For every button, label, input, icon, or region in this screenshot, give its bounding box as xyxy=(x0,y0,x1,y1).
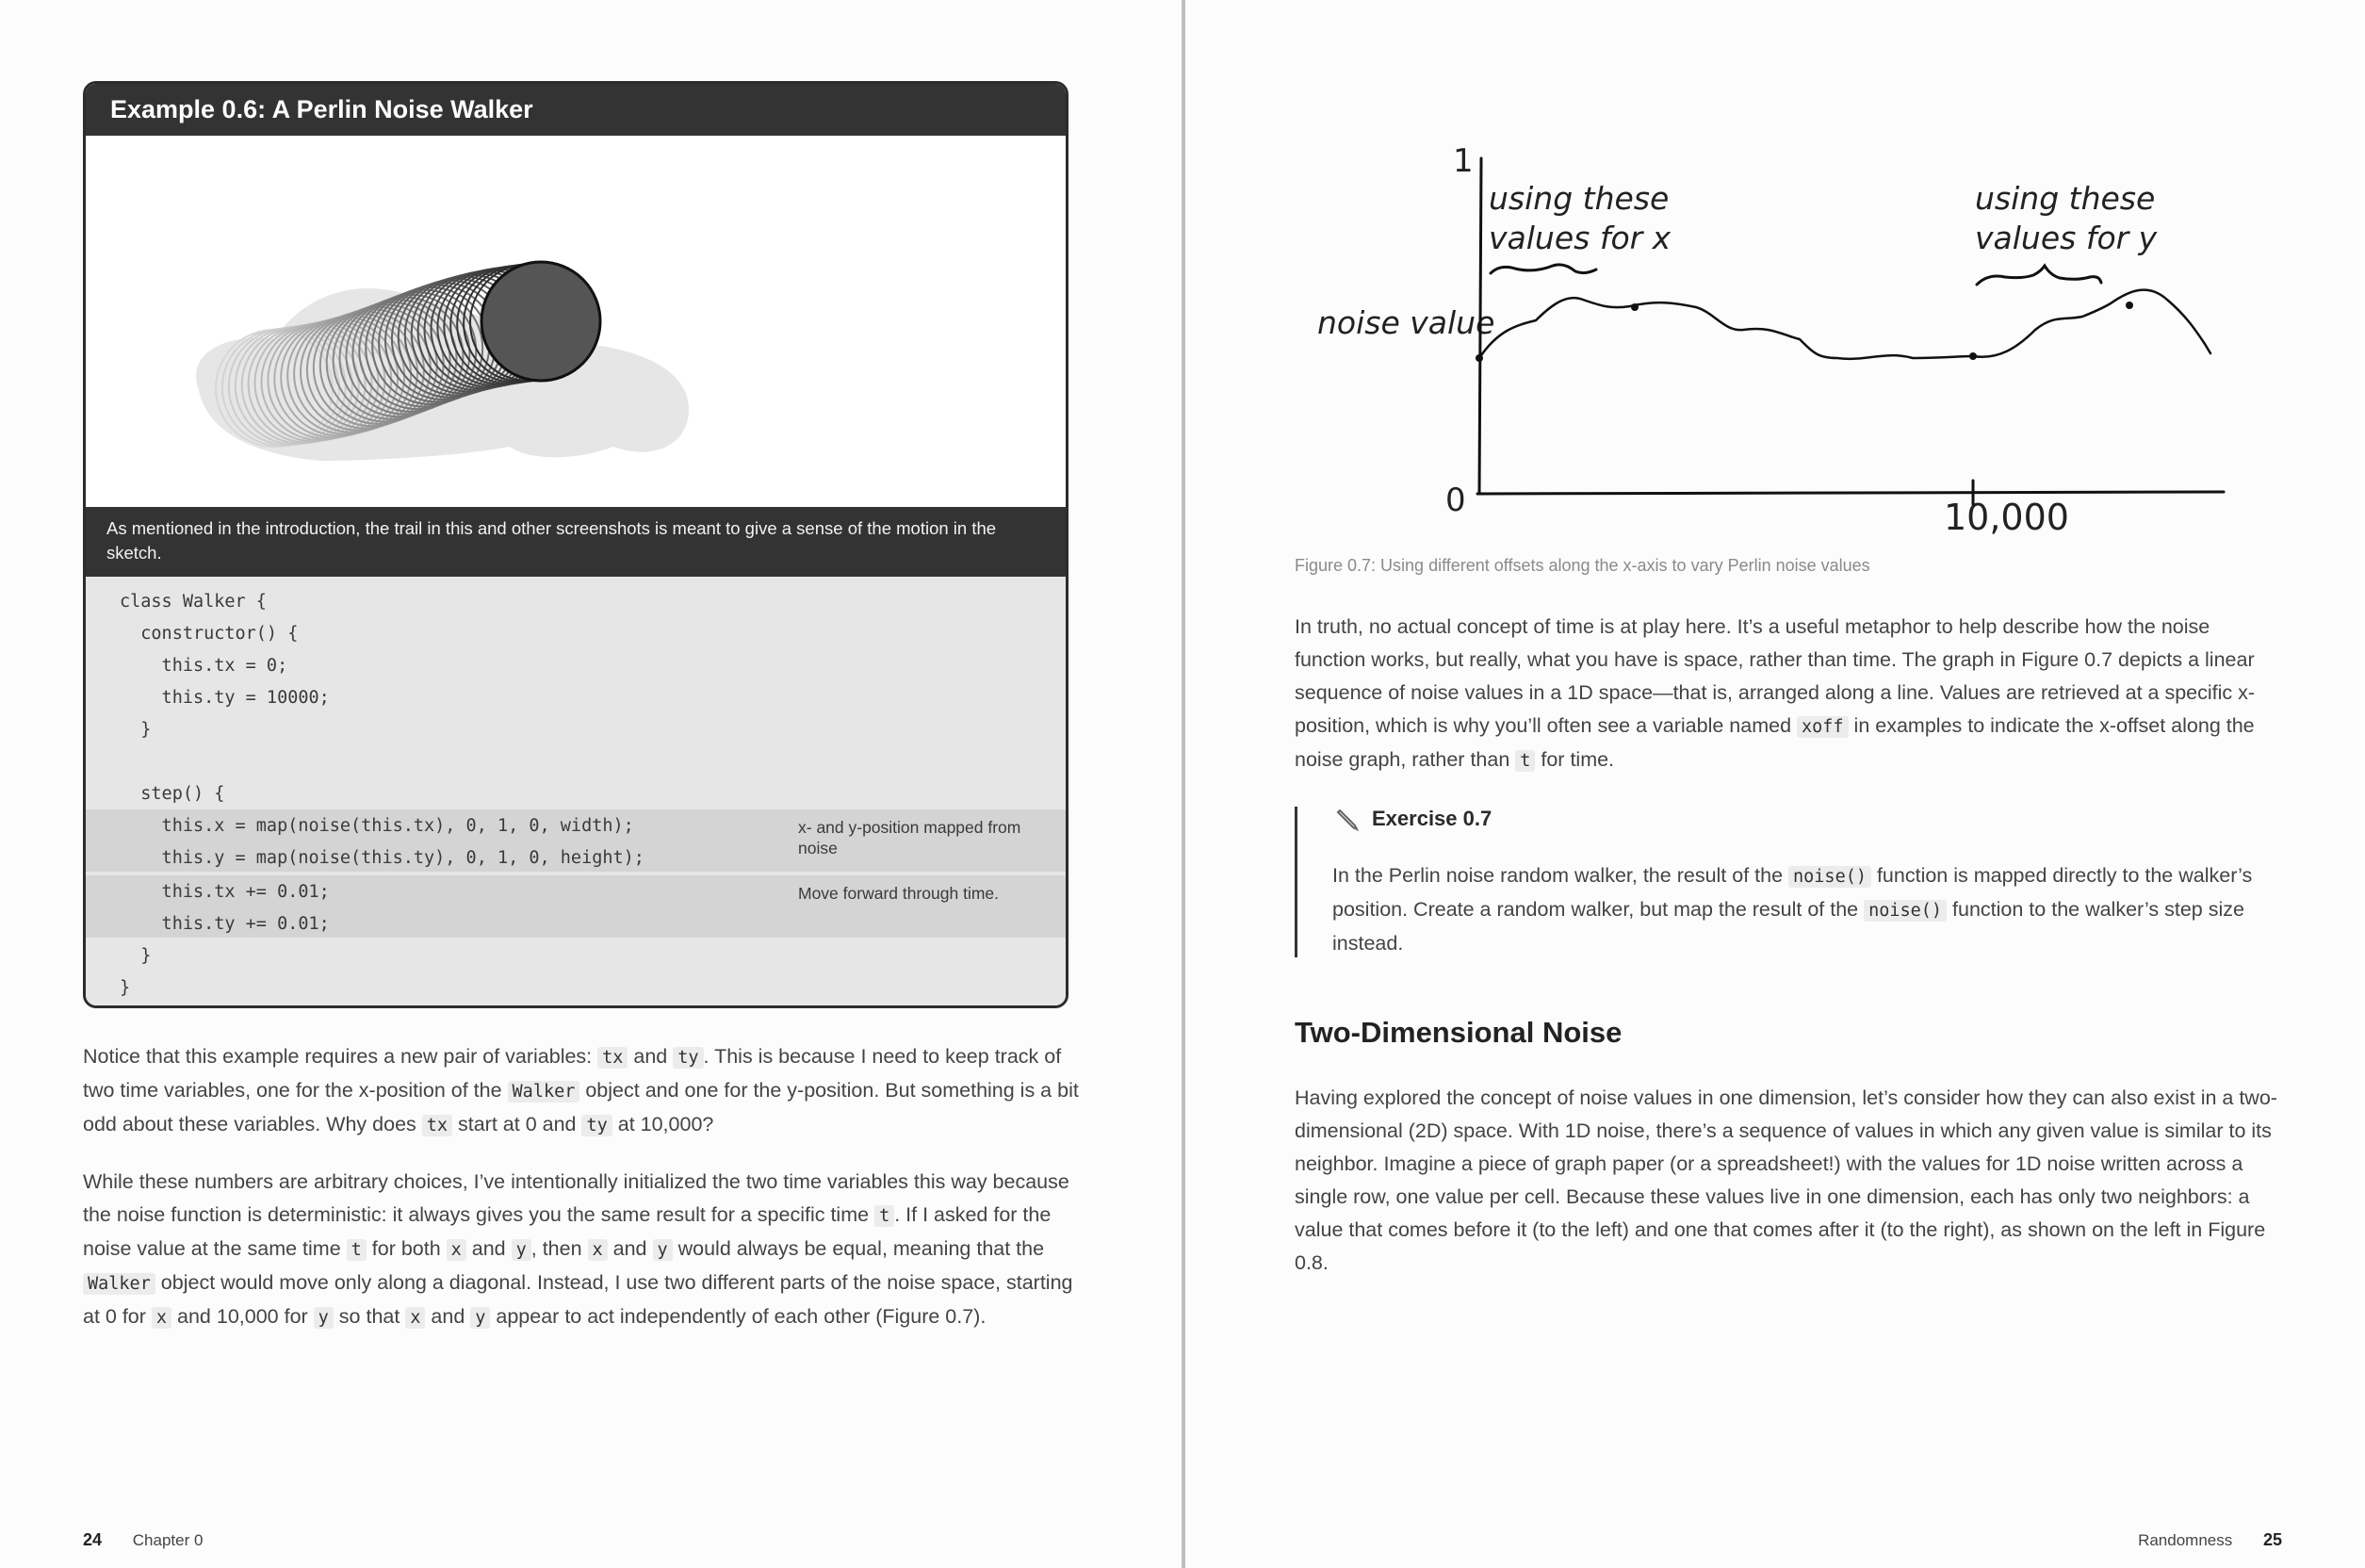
page-number: 24 xyxy=(83,1530,103,1549)
noise-curve xyxy=(1479,290,2210,359)
code-line: this.x = map(noise(this.tx), 0, 1, 0, width); xyxy=(120,816,634,836)
y-axis-label: noise value xyxy=(1317,304,1495,341)
code-line: this.tx = 0; xyxy=(120,656,288,676)
code-annotation-mapping: x- and y-position mapped from noise xyxy=(798,818,1021,858)
body-paragraph: While these numbers are arbitrary choices, I’ve intentionally initialized the two time variables this way because the noise function is deterministic: it always gives you the same result for a specific time t . If I asked for the noise value at the same time t for both x and y , then x and y would always be equal, meaning that the Walker object would move only along a diagonal. Instead, I use two different parts of the noise space, starting at 0 for x and 10,000 for y so that x and y appear to act independently of each other (Figure 0.7). xyxy=(83,1170,1073,1328)
sample-point xyxy=(2126,302,2133,309)
brace-x xyxy=(1491,265,1596,273)
code-line: } xyxy=(120,946,152,966)
exercise-title: Exercise 0.7 xyxy=(1372,807,1492,830)
section-heading: Two-Dimensional Noise xyxy=(1295,1016,1623,1049)
noise-graph-figure xyxy=(1300,132,2252,547)
body-paragraph: Having explored the concept of noise values in one dimension, let’s consider how they can also exist in a two-dimensional (2D) space. With 1D noise, there’s a sequence of values in which any given value is similar to its neighbor. Imagine a piece of graph paper (or a spreadsheet!) with the values for 1D noise written across a single row, one value per cell. Because these values live in one dimension, each has only two neighbors: a value that comes before it (to the left) and one that comes after it (to the right), as shown on the left in Figure 0.8. xyxy=(1295,1086,2277,1274)
code-line: class Walker { xyxy=(120,592,267,612)
code-line: } xyxy=(120,978,131,998)
example-canvas xyxy=(86,136,1066,507)
y-axis-line xyxy=(1479,158,1481,494)
annotation-x-line2: values for x xyxy=(1489,220,1672,256)
code-line: } xyxy=(120,720,152,740)
page-number: 25 xyxy=(2262,1530,2282,1549)
code-line: this.ty = 10000; xyxy=(120,688,330,708)
pencil-icon xyxy=(1334,807,1361,833)
right-footer xyxy=(2138,1530,2282,1550)
noise-walker-illustration xyxy=(86,136,1066,507)
y-axis-bottom-label: 0 xyxy=(1445,482,1466,519)
x-axis-tick-label: 10,000 xyxy=(1944,497,2069,538)
sample-point xyxy=(1631,303,1639,311)
example-title: Example 0.6: A Perlin Noise Walker xyxy=(86,84,1066,136)
exercise-text: In the Perlin noise random walker, the result of the noise() function is mapped directly to the walker’s position. Create a random walker, but map the result of the noise() function to the walker’s step size instead. xyxy=(1332,864,2253,955)
annotation-y-line1: using these xyxy=(1975,180,2156,217)
chapter-label: Chapter 0 xyxy=(132,1531,204,1549)
brace-y xyxy=(1977,266,2101,285)
example-caption: As mentioned in the introduction, the trail in this and other screenshots is meant to give a sense of the motion in the sketch. xyxy=(86,507,1066,577)
code-line: this.y = map(noise(this.ty), 0, 1, 0, height); xyxy=(120,848,644,868)
page-gutter xyxy=(1182,0,1185,1568)
sample-point xyxy=(1476,354,1483,362)
body-paragraph: In truth, no actual concept of time is at play here. It’s a useful metaphor to help describe how the noise function works, but really, what you have is space, rather than time. The graph in Figure 0.7 depicts a linear sequence of noise values in a 1D space—that is, arranged along a line. Values are retrieved at a specific x-position, which is why you’ll often see a variable named xoff in examples to indicate the x-offset along the noise graph, rather than t for time. xyxy=(1295,615,2256,771)
y-axis-top-label: 1 xyxy=(1453,142,1474,180)
annotation-x-line1: using these xyxy=(1489,180,1670,217)
body-paragraph: Notice that this example requires a new pair of variables: tx and ty . This is because I need to keep track of two time variables, one for the x-position of the Walker object and one for the y-position. But something is a bit odd about these variables. Why does tx start at 0 and ty at 10,000? xyxy=(83,1045,1079,1135)
left-page xyxy=(0,0,1182,1568)
section-label: Randomness xyxy=(2138,1531,2233,1549)
annotation-y-line2: values for y xyxy=(1975,220,2158,256)
code-block xyxy=(86,577,1066,1008)
code-line: this.tx += 0.01; xyxy=(120,882,330,902)
exercise-sidebar-bar xyxy=(1295,807,1297,957)
left-footer xyxy=(83,1530,203,1550)
code-line: step() { xyxy=(120,784,225,804)
x-axis-line xyxy=(1477,492,2224,494)
code-annotation-time: Move forward through time. xyxy=(798,884,1000,903)
code-line: constructor() { xyxy=(120,624,299,644)
sample-point xyxy=(1969,352,1977,360)
code-line: this.ty += 0.01; xyxy=(120,914,330,934)
figure-caption: Figure 0.7: Using different offsets along the x-axis to vary Perlin noise values xyxy=(1295,556,1870,575)
example-box xyxy=(83,81,1068,1008)
